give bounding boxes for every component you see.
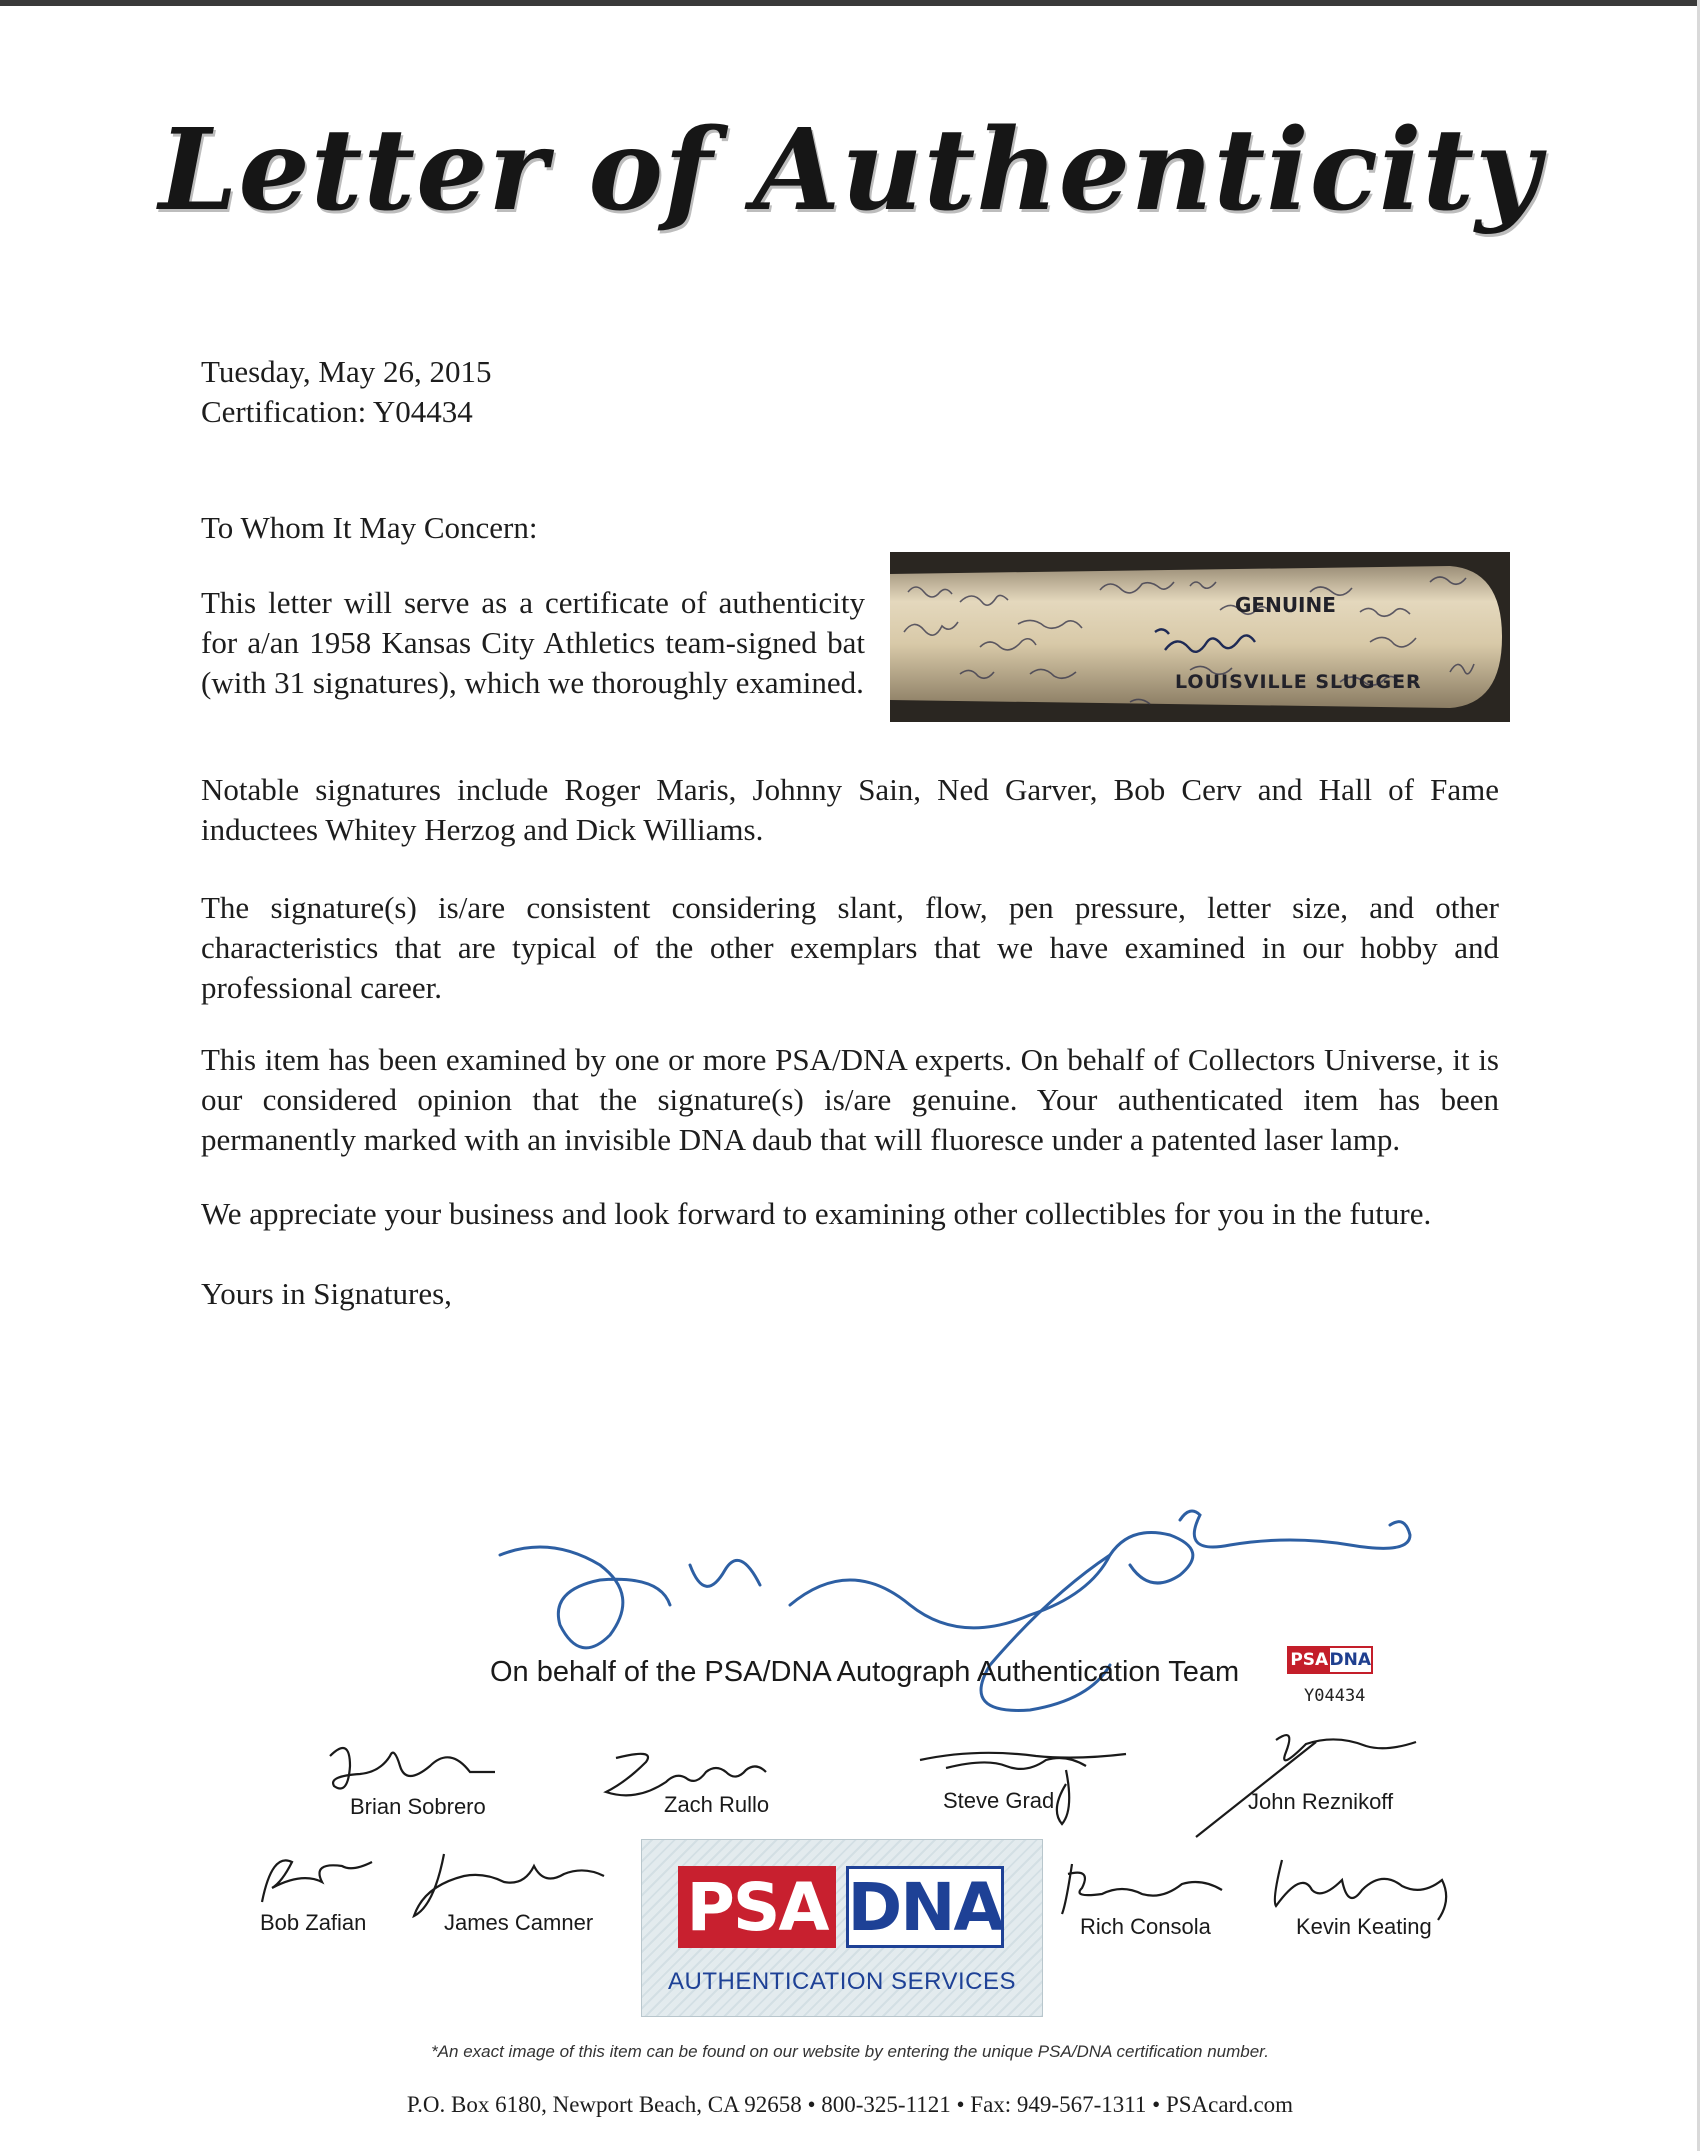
bat-stamp-genuine: GENUINE bbox=[1235, 593, 1336, 617]
authenticator-name: Bob Zafian bbox=[260, 1910, 367, 1935]
authenticator-name: James Camner bbox=[444, 1910, 594, 1935]
authenticator-name: Kevin Keating bbox=[1296, 1914, 1432, 1939]
footnote: *An exact image of this item can be found on our website by entering the unique PSA/DNA certification number. bbox=[431, 2042, 1269, 2061]
page-title: Letter of Authenticity bbox=[158, 105, 1542, 236]
authenticator-name: Zach Rullo bbox=[664, 1792, 770, 1817]
bat-stamp-louisville: LOUISVILLE SLUGGER bbox=[1175, 671, 1422, 693]
authenticator-signature bbox=[1186, 1722, 1426, 1842]
bat-photo bbox=[890, 552, 1510, 722]
authenticator-name: John Reznikoff bbox=[1248, 1789, 1394, 1814]
certification-number: Certification: Y04434 bbox=[201, 394, 473, 429]
closing-line: Yours in Signatures, bbox=[201, 1276, 452, 1311]
authenticator-name: Steve Grad bbox=[943, 1788, 1055, 1813]
center-logo-dna: DNA bbox=[846, 1866, 1004, 1948]
paragraph-appreciation: We appreciate your business and look forward to examining other collectibles for you in the future. bbox=[201, 1196, 1432, 1231]
footer-address: P.O. Box 6180, Newport Beach, CA 92658 • 800-325-1121 • Fax: 949-567-1311 • PSAcard.com bbox=[406, 2092, 1294, 2117]
center-logo-psa: PSA bbox=[678, 1866, 836, 1948]
authentication-services-label: AUTHENTICATION SERVICES bbox=[668, 1968, 1016, 1995]
main-signature bbox=[490, 1495, 1420, 1730]
scan-edge bbox=[0, 0, 1700, 6]
letter-date: Tuesday, May 26, 2015 bbox=[201, 354, 492, 389]
authentication-team-line: On behalf of the PSA/DNA Autograph Authentication Team bbox=[490, 1656, 1240, 1688]
psa-dna-logo-small bbox=[1287, 1646, 1373, 1674]
authenticator-signature bbox=[242, 1842, 392, 1912]
greeting: To Whom It May Concern: bbox=[201, 510, 538, 545]
psa-dna-center-logo bbox=[641, 1839, 1043, 2017]
authenticator-name: Brian Sobrero bbox=[350, 1794, 486, 1819]
paragraph-notable-signatures: Notable signatures include Roger Maris, Johnny Sain, Ned Garver, Bob Cerv and Hall of Fame inductees Whitey Herzog and Dick Williams. bbox=[201, 772, 1499, 847]
psa-logo-text: PSA bbox=[1290, 1650, 1329, 1670]
authenticator-signature bbox=[916, 1740, 1136, 1830]
authenticator-name: Rich Consola bbox=[1080, 1914, 1211, 1939]
paragraph-item-description: This letter will serve as a certificate of authenticity for a/an 1958 Kansas City Athletics team-signed bat (with 31 signatures), which we thoroughly examined. bbox=[201, 585, 865, 700]
cert-stamp-number: Y04434 bbox=[1304, 1686, 1366, 1706]
paragraph-consistency: The signature(s) is/are consistent considering slant, flow, pen pressure, letter size, and other characteristics that are typical of the other exemplars that we have examined in our hobby and professional career. bbox=[201, 890, 1499, 1005]
dna-logo-text: DNA bbox=[1329, 1650, 1371, 1670]
paragraph-examination: This item has been examined by one or more PSA/DNA experts. On behalf of Collectors Universe, it is our considered opinion that the signature(s) is/are genuine. Your authenticated item has been permanently marked with an invisible DNA daub that will fluoresce under a patented laser lamp. bbox=[201, 1042, 1499, 1157]
